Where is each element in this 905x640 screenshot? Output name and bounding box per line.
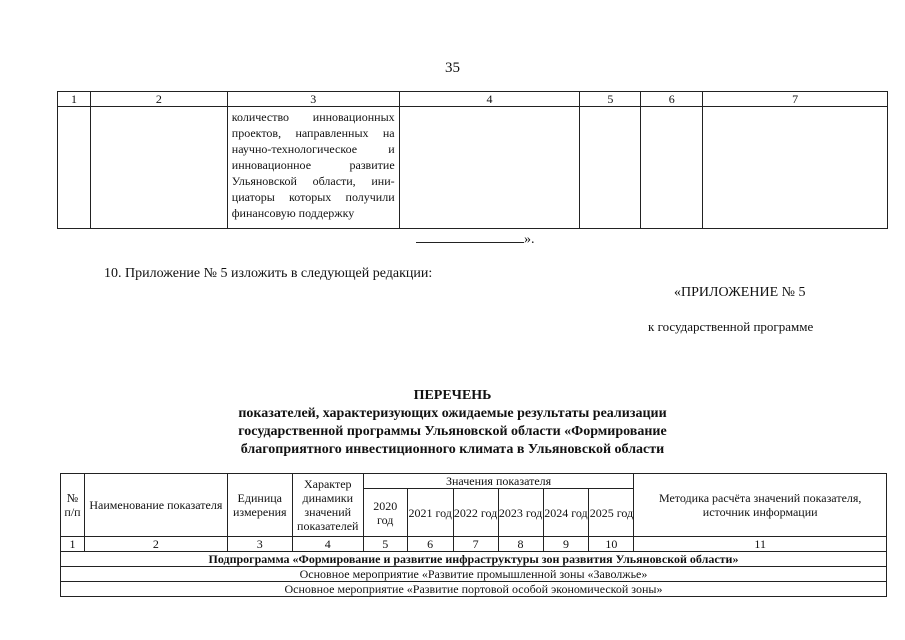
indicators-table xyxy=(60,473,887,597)
text-line: количество инновационных xyxy=(231,110,395,124)
title-line-3: государственной программы Ульяновской области «Формирование xyxy=(238,424,667,439)
col-unit-header: Единица измерения xyxy=(227,474,292,537)
paragraph-10: 10. Приложение № 5 изложить в следующей редакции: xyxy=(104,266,433,281)
col-header-6: 6 xyxy=(641,92,703,107)
col-number: 10 xyxy=(589,537,634,552)
col-number: 8 xyxy=(498,537,543,552)
text-line: научно-технологическое и xyxy=(231,142,395,156)
text-line: проектов, направленных на xyxy=(231,126,395,140)
page-number: 35 xyxy=(445,60,460,76)
col-header-4: 4 xyxy=(399,92,580,107)
year-header: 2020 год xyxy=(363,489,407,537)
col-num-header: № п/п xyxy=(61,474,85,537)
col-header-7: 7 xyxy=(703,92,888,107)
table-cell xyxy=(58,107,91,229)
col-number: 11 xyxy=(634,537,887,552)
program-label: к государственной программе xyxy=(648,319,814,334)
table-cell xyxy=(703,107,888,229)
table-cell xyxy=(90,107,227,229)
col-number: 9 xyxy=(543,537,589,552)
text-line: циаторы которых получили xyxy=(231,190,395,204)
col-header-3: 3 xyxy=(227,92,399,107)
title-line-1: ПЕРЕЧЕНЬ xyxy=(413,388,492,403)
col-header-5: 5 xyxy=(580,92,641,107)
col-number: 4 xyxy=(292,537,363,552)
text-line: Ульяновской области, ини- xyxy=(231,174,395,188)
year-header: 2022 год xyxy=(453,489,498,537)
col-header-2: 2 xyxy=(90,92,227,107)
closing-quote: ». xyxy=(524,232,535,247)
indicator-text-cell xyxy=(227,107,399,229)
col-number: 5 xyxy=(363,537,407,552)
table-cell xyxy=(641,107,703,229)
col-method-header: Методика расчёта значений показателя, источник информации xyxy=(634,474,887,537)
col-number: 3 xyxy=(227,537,292,552)
col-number: 7 xyxy=(453,537,498,552)
year-header: 2021 год xyxy=(407,489,453,537)
title-line-4: благоприятного инвестиционного климата в Ульяновской области xyxy=(240,442,665,457)
text-line: финансовую поддержку xyxy=(231,206,355,220)
values-group-header: Значения показателя xyxy=(363,474,634,489)
table-cell xyxy=(399,107,580,229)
col-dynamics-header: Характер динамики значений показателей xyxy=(292,474,363,537)
continued-table xyxy=(57,91,888,229)
year-header: 2024 год xyxy=(543,489,589,537)
table-cell xyxy=(580,107,641,229)
activity-row: Основное мероприятие «Развитие промышленной зоны «Заволжье» xyxy=(61,567,887,582)
year-header: 2023 год xyxy=(498,489,543,537)
col-name-header: Наименование показателя xyxy=(84,474,227,537)
text-line: инновационное развитие xyxy=(231,158,395,172)
title-line-2: показателей, характеризующих ожидаемые результаты реализации xyxy=(238,406,667,421)
year-header: 2025 год xyxy=(589,489,634,537)
col-number: 1 xyxy=(61,537,85,552)
signature-line xyxy=(416,242,524,243)
col-number: 2 xyxy=(84,537,227,552)
col-header-1: 1 xyxy=(58,92,91,107)
subprogram-row: Подпрограмма «Формирование и развитие инфраструктуры зон развития Ульяновской области» xyxy=(61,552,887,567)
appendix-label: «ПРИЛОЖЕНИЕ № 5 xyxy=(674,285,806,300)
document-title xyxy=(0,387,905,459)
col-number: 6 xyxy=(407,537,453,552)
activity-row: Основное мероприятие «Развитие портовой особой экономической зоны» xyxy=(61,582,887,597)
